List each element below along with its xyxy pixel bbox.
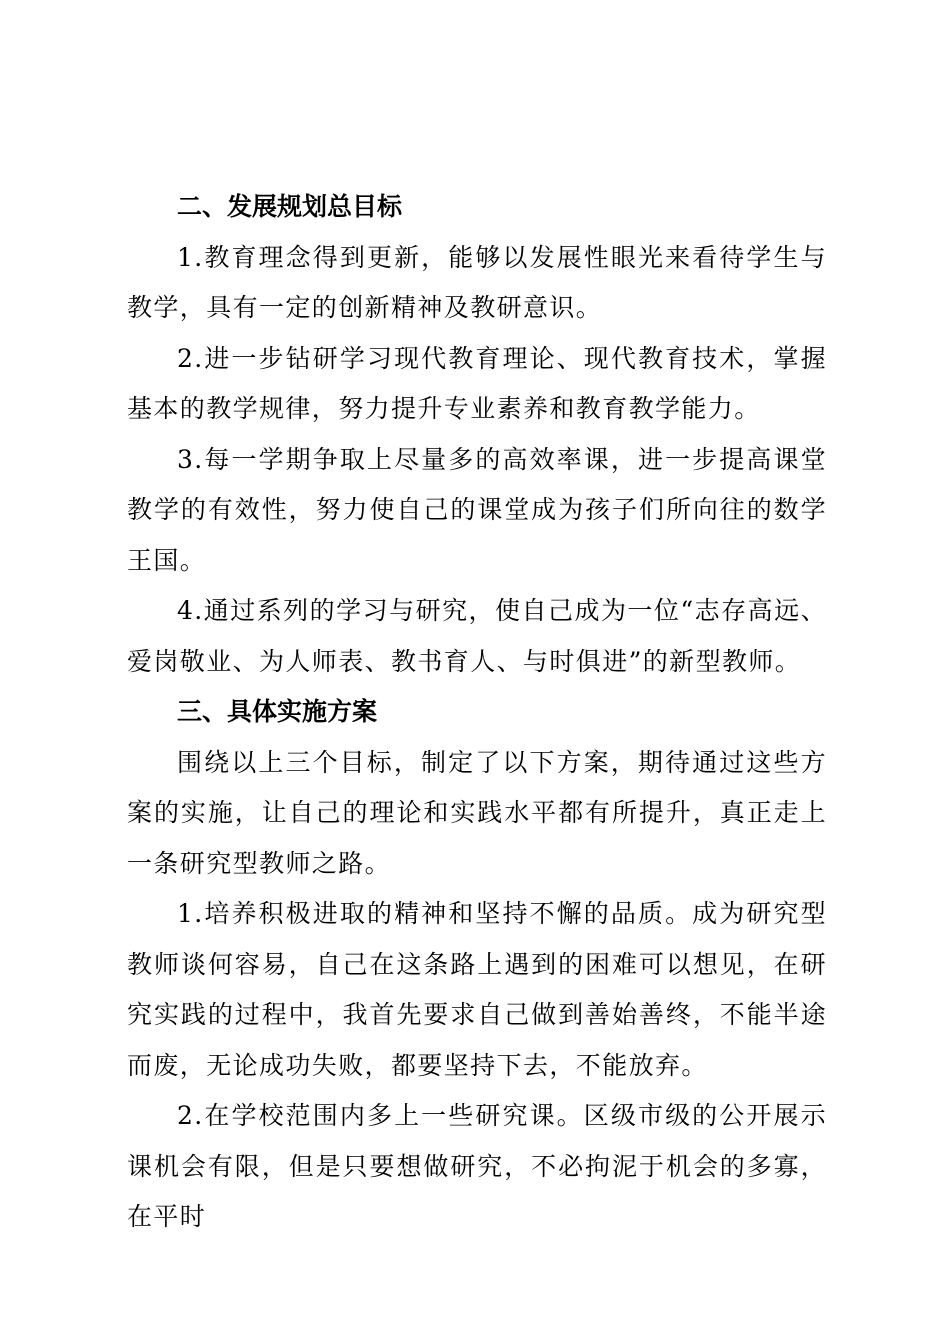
goal-paragraph-2: 2.进一步钻研学习现代教育理论、现代教育技术，掌握基本的教学规律，努力提升专业素养和教育教学能力。	[127, 343, 827, 423]
plan-intro-paragraph: 围绕以上三个目标，制定了以下方案，期待通过这些方案的实施，让自己的理论和实践水平都有所提升，真正走上一条研究型教师之路。	[127, 747, 827, 878]
plan-paragraph-1: 1.培养积极进取的精神和坚持不懈的品质。成为研究型教师谈何容易，自己在这条路上遇到的困难可以想见，在研究实践的过程中，我首先要求自己做到善始善终，不能半途而废，无论成功失败，都要坚持下去，不能放弃。	[127, 899, 827, 1080]
section-heading-plan: 三、具体实施方案	[177, 697, 378, 726]
plan-paragraph-2: 2.在学校范围内多上一些研究课。区级市级的公开展示课机会有限，但是只要想做研究，不必拘泥于机会的多寡，在平时	[127, 1101, 827, 1231]
section-heading-goals: 二、发展规划总目标	[177, 192, 403, 221]
goal-paragraph-4: 4.通过系列的学习与研究，使自己成为一位“志存高远、爱岗敬业、为人师表、教书育人、与时俱进”的新型教师。	[127, 596, 827, 676]
goal-paragraph-1: 1.教育理念得到更新，能够以发展性眼光来看待学生与教学，具有一定的创新精神及教研意识。	[127, 242, 827, 322]
document-page	[127, 182, 827, 1243]
goal-paragraph-3: 3.每一学期争取上尽量多的高效率课，进一步提高课堂教学的有效性，努力使自己的课堂成为孩子们所向往的数学王国。	[127, 444, 827, 575]
